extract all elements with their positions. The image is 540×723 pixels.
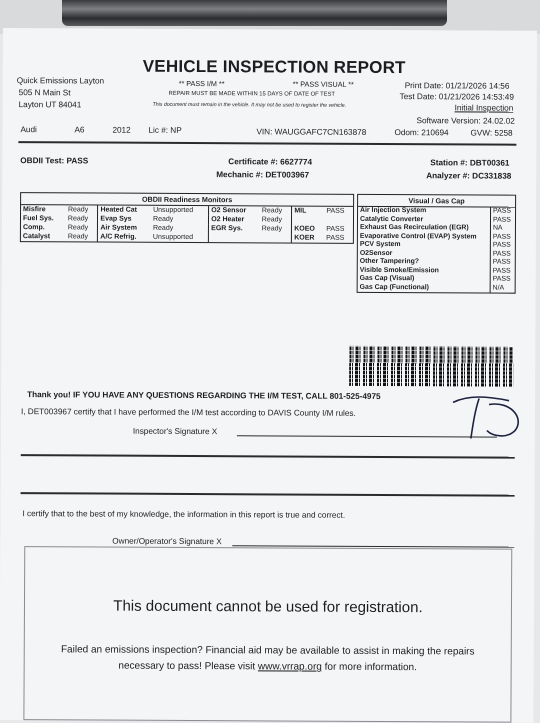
visual-check-row [358, 224, 515, 233]
monitor-name: A/C Refrig. [98, 232, 151, 241]
mechanic-number: Mechanic #: DET003967 [216, 170, 310, 180]
clipboard-clip [62, 0, 447, 26]
divider-line [18, 141, 516, 146]
visual-check-name: Gas Cap (Visual) [359, 274, 415, 283]
registration-notice-box [23, 546, 512, 723]
monitor-name [292, 216, 325, 225]
print-date: Print Date: 01/21/2026 14:56 [404, 81, 510, 91]
monitor-name: EGR Sys. [209, 224, 260, 233]
inspector-certification: I, DET003967 certify that I have performed the I/M test according to DAVIS County I/M rules. [20, 407, 356, 418]
financial-aid-notice [35, 642, 501, 676]
station-name: Quick Emissions Layton [16, 76, 105, 86]
inspection-report-page [0, 28, 537, 723]
visual-check-name: Exhaust Gas Recirculation (EGR) [359, 223, 469, 232]
visual-check-result: PASS [490, 267, 515, 276]
gvw-value: GVW: 5258 [470, 128, 513, 138]
station-number: Station #: DBT00361 [430, 158, 510, 168]
visual-check-name: Air Injection System [360, 206, 427, 215]
monitor-name: O2 Heater [209, 215, 260, 224]
monitor-name [209, 233, 260, 242]
visual-check-grid [358, 207, 515, 293]
visual-check-row [358, 283, 515, 292]
visual-check-name: Other Tampering? [359, 257, 420, 266]
odometer-reading: Odom: 210694 [394, 128, 449, 138]
visual-check-name: Visible Smoke/Emission [359, 266, 439, 274]
test-date: Test Date: 01/21/2026 14:53:49 [399, 92, 514, 102]
inspector-signature-label: Inspector's Signature X [132, 426, 218, 437]
vin-number: VIN: WAUGGAFC7CN163878 [256, 127, 367, 137]
visual-check-result: PASS [490, 216, 515, 225]
visual-check-name: Catalytic Converter [359, 215, 424, 223]
pass-im-status: ** PASS I/M ** [178, 78, 225, 89]
vehicle-model: A6 [74, 125, 85, 135]
report-title: VEHICLE INSPECTION REPORT [142, 56, 406, 78]
monitor-name: KOEO [292, 225, 325, 234]
monitor-status: Unsupported [152, 233, 194, 241]
vehicle-notice: This document must remain in the vehicle. It may not be used to register the vehicle. [152, 101, 347, 109]
monitor-status: PASS [326, 225, 345, 233]
visual-check-result: PASS [490, 276, 515, 285]
monitor-status: Ready [261, 216, 283, 224]
monitor-name: Comp. [22, 224, 45, 232]
aid-text-line-2: necessary to pass! Please visit [118, 660, 258, 673]
analyzer-number: Analyzer #: DC331838 [426, 171, 512, 181]
monitor-status [324, 216, 353, 225]
aid-text-line-1: Failed an emissions inspection? Financial aid may be available to assist in making the repairs [60, 644, 475, 658]
software-version: Software Version: 24.02.02 [416, 116, 515, 126]
obd-readiness-heading: OBDII Readiness Monitors [21, 193, 353, 207]
license-number: Lic #: NP [148, 125, 182, 135]
obdii-test-result: OBDII Test: PASS [20, 156, 89, 166]
visual-gas-cap-table [357, 194, 517, 294]
blank-rule-2 [21, 492, 515, 497]
owner-certification: I certify that to the best of my knowledge, the information in this report is true and correct. [22, 509, 346, 520]
monitor-name: Misfire [23, 206, 46, 214]
monitor-status: Ready [152, 224, 174, 232]
vehicle-make: Audi [20, 125, 37, 135]
visual-check-name: PCV System [359, 240, 401, 249]
certificate-number: Certificate #: 6627774 [228, 157, 313, 167]
monitor-name: O2 Sensor [209, 206, 260, 215]
pass-visual-status: ** PASS VISUAL ** [292, 79, 354, 89]
station-street: 505 N Main St [18, 88, 71, 98]
thank-you-line: Thank you! IF YOU HAVE ANY QUESTIONS REGARDING THE I/M TEST, CALL 801-525-4975 [27, 390, 381, 401]
barcode [349, 346, 513, 387]
monitor-name: Evap Sys [98, 214, 151, 223]
visual-check-name: Evaporative Control (EVAP) System [359, 232, 477, 240]
visual-check-result: PASS [490, 250, 515, 259]
obd-monitor-row [21, 232, 353, 243]
monitor-name: KOER [292, 234, 325, 243]
visual-check-result: PASS [490, 233, 515, 242]
station-city: Layton UT 84041 [18, 100, 82, 110]
visual-check-result: NA [490, 225, 515, 234]
visual-check-result: PASS [490, 242, 515, 251]
visual-check-name: O2Sensor [359, 249, 393, 257]
monitor-status: Ready [67, 215, 89, 223]
monitor-status [260, 233, 292, 242]
repair-notice: REPAIR MUST BE MADE WITHIN 15 DAYS OF DATE OF TEST [168, 90, 335, 98]
monitor-status: Ready [67, 233, 89, 241]
monitor-status: Ready [153, 215, 174, 223]
inspector-signature-mark [449, 392, 529, 444]
monitor-status: Unsupported [153, 206, 194, 214]
monitor-name: Air System [98, 223, 151, 232]
monitor-status: Ready [261, 207, 283, 215]
owner-signature-label: Owner/Operator's Signature X [112, 536, 222, 547]
monitor-status: Ready [67, 206, 89, 214]
visual-check-result: PASS [490, 259, 515, 268]
monitor-name: Fuel Sys. [22, 215, 54, 223]
monitor-status: PASS [326, 234, 345, 242]
obd-readiness-table [20, 192, 354, 244]
registration-notice: This document cannot be used for registration. [113, 597, 423, 617]
visual-gas-cap-heading: Visual / Gas Cap [358, 195, 515, 208]
aid-text-line-2-end: for more information. [321, 661, 417, 674]
inspection-type: Initial Inspection [454, 103, 514, 113]
vrrap-link[interactable]: www.vrrap.org [257, 661, 322, 673]
monitor-status: Ready [261, 225, 283, 233]
monitor-status: PASS [326, 207, 345, 215]
monitor-status: Ready [67, 224, 89, 232]
visual-check-name: Gas Cap (Functional) [359, 283, 429, 291]
blank-rule-1 [21, 454, 515, 459]
vehicle-year: 2012 [112, 125, 131, 135]
visual-check-result: PASS [491, 208, 516, 217]
monitor-name: Heated Cat [98, 205, 151, 214]
obd-monitor-grid [21, 205, 353, 243]
monitor-name: Catalyst [22, 233, 51, 241]
monitor-name: MIL [292, 207, 325, 216]
visual-check-result: N/A [490, 284, 515, 293]
